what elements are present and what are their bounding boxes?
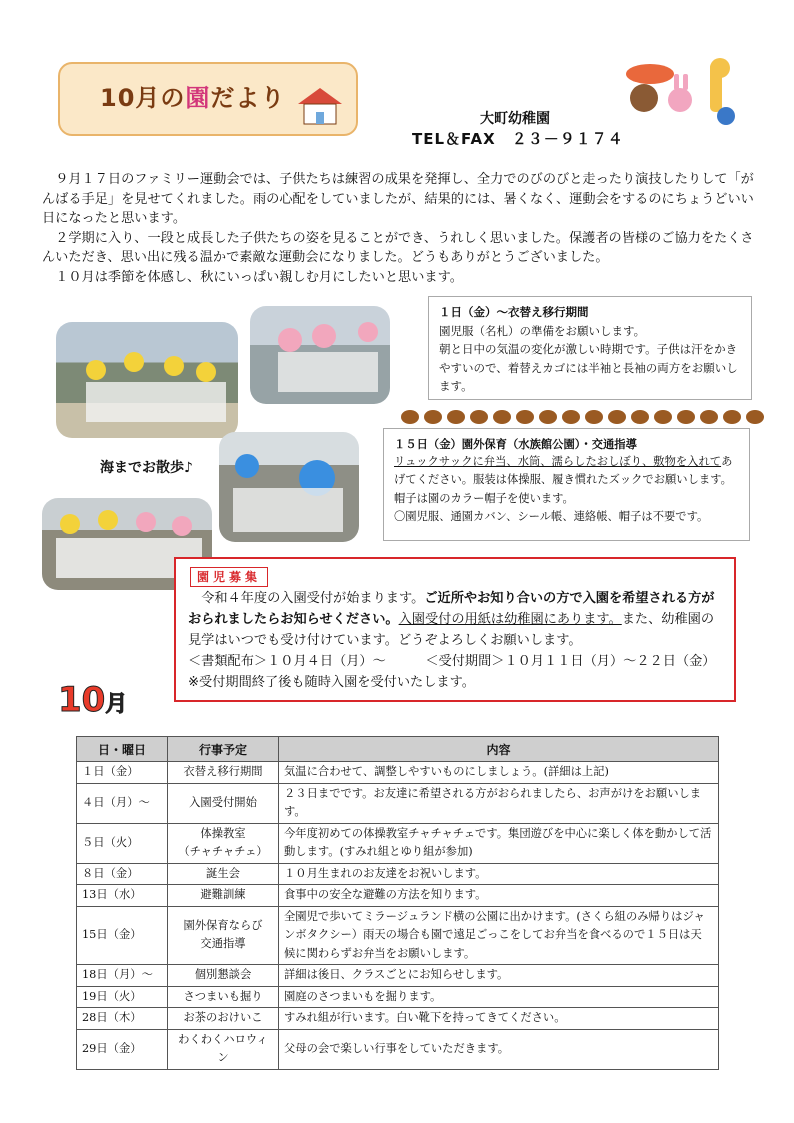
notice-rest: あげてください。服装は体操服、履き慣れたズックでお願いします。帽子は園のカラー帽子を使います。 <box>394 455 733 505</box>
table-cell-content: すみれ組が行います。白い靴下を持ってきてください。 <box>279 1008 719 1030</box>
header-banner <box>58 62 358 136</box>
month-heading <box>58 680 127 720</box>
title-prefix: 10月の <box>100 84 186 112</box>
table-row <box>77 965 719 987</box>
notice-body <box>394 453 739 508</box>
table-header-row <box>77 737 719 762</box>
table-cell-content: 園庭のさつまいもを掘ります。 <box>279 986 719 1008</box>
table-cell-content: 詳細は後日、クラスごとにお知らせします。 <box>279 965 719 987</box>
title-suffix: だより <box>210 84 286 112</box>
notice-underlined: リュックサックに弁当、水筒、濡らしたおしぼり、敷物を入れて <box>394 455 722 469</box>
table-cell-date: １日（金） <box>77 762 168 784</box>
table-row <box>77 1029 719 1069</box>
recruitment-dates <box>188 651 722 672</box>
school-house-icon <box>296 86 344 126</box>
notice-line: 朝と日中の気温の変化が激しい時期です。子供は汗をかきやすいので、着替えカゴには半袖と長袖の両方をお願いします。 <box>439 342 738 393</box>
table-cell-date: 29日（金） <box>77 1029 168 1069</box>
table-cell-event: 体操教室 （チャチャチェ） <box>168 823 279 863</box>
table-cell-content: １０月生まれのお友達をお祝いします。 <box>279 863 719 885</box>
table-cell-date: 15日（金） <box>77 906 168 965</box>
table-row <box>77 906 719 965</box>
table-row <box>77 863 719 885</box>
table-row <box>77 1008 719 1030</box>
table-cell-content: ２３日までです。お友達に希望される方がおられましたら、お声がけをお願いします。 <box>279 783 719 823</box>
schedule-table <box>76 736 719 1070</box>
notice-line: 園児服（名札）の準備をお願いします。 <box>439 323 646 338</box>
table-cell-event: 誕生会 <box>168 863 279 885</box>
table-row <box>77 783 719 823</box>
table-row <box>77 986 719 1008</box>
table-cell-content: 気温に合わせて、調整しやすいものにしましょう。(詳細は上記) <box>279 762 719 784</box>
recruitment-emphasis: ご近所やお知り合いの方で入園を希望される方がおられましたらお知らせください。 <box>188 591 715 627</box>
photo-children-yellow-hats <box>56 322 238 438</box>
column-header: 内容 <box>279 737 719 762</box>
photo-children-pink-hats <box>250 306 390 404</box>
intro-text <box>42 170 757 288</box>
table-cell-event: さつまいも掘り <box>168 986 279 1008</box>
recruitment-underlined: 入園受付の用紙は幼稚園にあります。 <box>398 612 622 627</box>
table-cell-content: 食事中の安全な避難の方法を知ります。 <box>279 885 719 907</box>
table-row <box>77 885 719 907</box>
kindergarten-name: 大町幼稚園 <box>480 111 550 127</box>
table-cell-content: 全園児で歩いてミラージュランド横の公園に出かけます。(さくら組のみ帰りはジャンボタクシー）雨天の場合も園で遠足ごっこをしてお弁当を食べるので１５日は天候に関わらずお弁当をお願いします。 <box>279 906 719 965</box>
table-cell-event: 入園受付開始 <box>168 783 279 823</box>
recruitment-line: また、幼稚園の見学はいつでも受け付けています。どうぞよろしくお願いします。 <box>188 612 715 648</box>
table-cell-content: 父母の会で楽しい行事をしていただきます。 <box>279 1029 719 1069</box>
table-cell-event: 衣替え移行期間 <box>168 762 279 784</box>
table-cell-date: 13日（水） <box>77 885 168 907</box>
reception-period: ＜受付期間＞１０月１１日（月）～２２日（金） <box>425 654 716 669</box>
recruitment-label: 園児募集 <box>190 567 268 587</box>
column-header: 日・曜日 <box>77 737 168 762</box>
recruitment-text <box>188 588 722 651</box>
table-cell-date: ８日（金） <box>77 863 168 885</box>
table-cell-date: ５日（火） <box>77 823 168 863</box>
table-row <box>77 823 719 863</box>
animal-characters-icon <box>622 56 742 126</box>
table-row <box>77 762 719 784</box>
photo-children-blue-hats <box>219 432 359 542</box>
table-cell-event: 個別懇談会 <box>168 965 279 987</box>
table-cell-event: わくわくハロウィン <box>168 1029 279 1069</box>
table-cell-event: お茶のおけいこ <box>168 1008 279 1030</box>
month-suffix: 月 <box>105 692 128 717</box>
distribution-date: ＜書類配布＞１０月４日（月）～ <box>188 654 386 669</box>
table-cell-event: 避難訓練 <box>168 885 279 907</box>
tel-fax: TEL＆FAX ２３－９１７４ <box>412 130 624 148</box>
table-cell-date: 28日（木） <box>77 1008 168 1030</box>
column-header: 行事予定 <box>168 737 279 762</box>
table-cell-content: 今年度初めての体操教室チャチャチェです。集団遊びを中心に楽しく体を動かして活動します。(すみれ組とゆり組が参加) <box>279 823 719 863</box>
intro-paragraph: １０月は季節を体感し、秋にいっぱい親しむ月にしたいと思います。 <box>55 269 463 285</box>
chestnut-row-icon <box>400 405 770 425</box>
schedule-body <box>77 762 719 1070</box>
photo-caption: 海までお散歩♪ <box>100 460 193 476</box>
recruitment-box <box>174 557 736 702</box>
notice-note: 〇園児服、通園カバン、シール帳、連絡帳、帽子は不要です。 <box>394 509 709 523</box>
recruitment-note: ※受付期間終了後も随時入園を受付いたします。 <box>188 675 475 690</box>
month-number: 10 <box>58 680 106 720</box>
newsletter-title <box>100 78 285 113</box>
intro-paragraph: ９月１７日のファミリー運動会では、子供たちは練習の成果を発揮し、全力でのびのびと走ったり演技したりして「がんばる手足」を見せてくれました。雨の心配をしていましたが、結果的には、暑くなく、運動会をするのにちょうどいい日になったと思います。 <box>42 172 754 227</box>
recruitment-line: 令和４年度の入園受付が始まります。 <box>201 591 425 606</box>
table-cell-date: 19日（火） <box>77 986 168 1008</box>
table-cell-date: ４日（月）～ <box>77 783 168 823</box>
notice-box-field-trip <box>383 428 750 541</box>
title-sono: 園 <box>185 84 211 112</box>
table-cell-date: 18日（月）～ <box>77 965 168 987</box>
notice-title: １日（金）～衣替え移行期間 <box>439 305 589 319</box>
intro-paragraph: ２学期に入り、一段と成長した子供たちの姿を見ることができ、うれしく思いました。保護者の皆様のご協力をたくさんいただき、思い出に残る温かで素敵な運動会になりました。どうもありがとうございました。 <box>42 230 754 266</box>
notice-box-koromogae <box>428 296 752 400</box>
notice-title: １５日（金）園外保育（水族館公園）・交通指導 <box>394 437 637 451</box>
table-cell-event: 園外保育ならび 交通指導 <box>168 906 279 965</box>
